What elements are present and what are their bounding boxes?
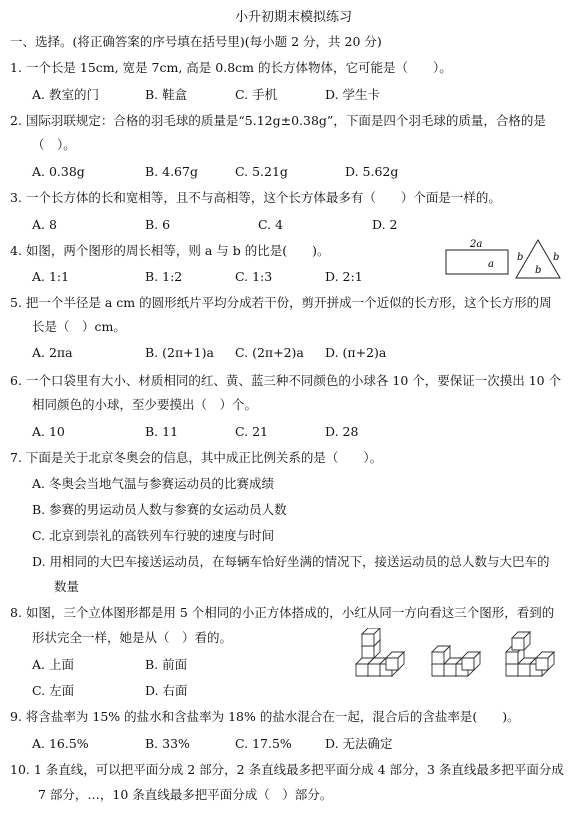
- q2-option-c[interactable]: C. 5.21g: [235, 164, 288, 179]
- q1-option-c[interactable]: C. 手机: [235, 87, 278, 102]
- question-6-line-1: 6. 一个口袋里有大小、材质相同的红、黄、蓝三种不同颜色的小球各 10 个，要保证一次摸出 10 个: [10, 373, 562, 388]
- question-2-line-2: （ ）。: [32, 137, 76, 152]
- q1-option-a[interactable]: A. 教室的门: [32, 87, 99, 102]
- section-heading: 一、选择。(将正确答案的序号填在括号里)(每小题 2 分，共 20 分): [10, 34, 382, 49]
- q4-figure: [440, 238, 570, 286]
- q2-option-d[interactable]: D. 5.62g: [345, 164, 399, 179]
- q1-option-b[interactable]: B. 鞋盒: [145, 87, 188, 102]
- q3-option-d[interactable]: D. 2: [372, 217, 398, 232]
- question-3: 3. 一个长方体的长和宽相等，且不与高相等，这个长方体最多有（ ）个面是一样的。: [10, 190, 501, 205]
- page-title: 小升初期末模拟练习: [234, 10, 352, 25]
- question-5-line-2: 长是（ ）cm。: [32, 319, 126, 334]
- question-9: 9. 将含盐率为 15% 的盐水和含盐率为 18% 的盐水混合在一起，混合后的含盐率是( )。: [10, 709, 520, 724]
- question-8-line-2: 形状完全一样，她是从（ ）看的。: [32, 630, 233, 645]
- q5-option-c[interactable]: C. (2π+2)a: [235, 345, 304, 360]
- q7-option-d[interactable]: D. 用相同的大巴车接送运动员，在每辆车恰好坐满的情况下，接送运动员的总人数与大巴车的: [32, 554, 550, 569]
- q4-tri-bottom-label: b: [535, 265, 542, 276]
- q8-option-b[interactable]: B. 前面: [145, 657, 188, 672]
- q6-option-d[interactable]: D. 28: [325, 424, 359, 439]
- q9-option-b[interactable]: B. 33%: [145, 736, 190, 751]
- q7-option-a[interactable]: A. 冬奥会当地气温与参赛运动员的比赛成绩: [32, 476, 274, 491]
- q8-option-c[interactable]: C. 左面: [32, 683, 75, 698]
- q3-option-a[interactable]: A. 8: [32, 217, 57, 232]
- q4-option-a[interactable]: A. 1:1: [32, 269, 70, 284]
- question-4: 4. 如图，两个图形的周长相等，则 a 与 b 的比是( )。: [10, 243, 330, 258]
- q8-cube-figures: [350, 628, 580, 680]
- cube-figure-1: [356, 628, 404, 676]
- q4-tri-left-label: b: [517, 252, 524, 263]
- q7-option-b[interactable]: B. 参赛的男运动员人数与参赛的女运动员人数: [32, 502, 287, 517]
- question-10-line-1: 10. 1 条直线，可以把平面分成 2 部分，2 条直线最多把平面分成 4 部分，3 条直线最多把平面分成: [10, 762, 564, 777]
- question-1: 1. 一个长是 15cm, 宽是 7cm, 高是 0.8cm 的长方体物体，它可能是（ ）。: [10, 60, 452, 75]
- question-5-line-1: 5. 把一个半径是 a cm 的圆形纸片平均分成若干份，剪开拼成一个近似的长方形，这个长方形的周: [10, 295, 552, 310]
- question-10-line-2: 7 部分，…，10 条直线最多把平面分成（ ）部分。: [38, 787, 333, 802]
- question-7: 7. 下面是关于北京冬奥会的信息，其中成正比例关系的是（ ）。: [10, 450, 383, 465]
- q3-option-c[interactable]: C. 4: [258, 217, 284, 232]
- question-2-line-1: 2. 国际羽联规定：合格的羽毛球的质量是“5.12g±0.38g”，下面是四个羽毛球的质量，合格的是: [10, 113, 546, 128]
- q7-option-d-continued: 数量: [54, 579, 80, 594]
- q5-option-a[interactable]: A. 2πa: [32, 345, 73, 360]
- q4-rectangle: [446, 250, 508, 274]
- question-6-line-2: 相同颜色的小球，至少要摸出（ ）个。: [32, 397, 258, 412]
- cube-figure-3: [506, 632, 554, 676]
- q9-option-c[interactable]: C. 17.5%: [235, 736, 292, 751]
- q1-option-d[interactable]: D. 学生卡: [325, 87, 381, 102]
- q9-option-a[interactable]: A. 16.5%: [32, 736, 89, 751]
- q6-option-a[interactable]: A. 10: [32, 424, 65, 439]
- q8-option-d[interactable]: D. 右面: [145, 683, 188, 698]
- q8-option-a[interactable]: A. 上面: [32, 657, 74, 672]
- q5-option-b[interactable]: B. (2π+1)a: [145, 345, 214, 360]
- q5-option-d[interactable]: D. (π+2)a: [325, 345, 387, 360]
- q2-option-b[interactable]: B. 4.67g: [145, 164, 198, 179]
- q6-option-b[interactable]: B. 11: [145, 424, 179, 439]
- q4-tri-right-label: b: [553, 252, 560, 263]
- q4-option-b[interactable]: B. 1:2: [145, 269, 183, 284]
- q4-option-d[interactable]: D. 2:1: [325, 269, 363, 284]
- q3-option-b[interactable]: B. 6: [145, 217, 171, 232]
- q4-rect-side-label: a: [488, 259, 494, 270]
- q4-rect-top-label: 2a: [470, 239, 483, 250]
- q7-option-c[interactable]: C. 北京到崇礼的高铁列车行驶的速度与时间: [32, 528, 275, 543]
- q6-option-c[interactable]: C. 21: [235, 424, 268, 439]
- question-8-line-1: 8. 如图，三个立体图形都是用 5 个相同的小正方体搭成的，小红从同一方向看这三个图形，看到的: [10, 605, 555, 620]
- q4-option-c[interactable]: C. 1:3: [235, 269, 273, 284]
- q9-option-d[interactable]: D. 无法确定: [325, 736, 393, 751]
- q2-option-a[interactable]: A. 0.38g: [32, 164, 85, 179]
- cube-figure-2: [432, 646, 480, 676]
